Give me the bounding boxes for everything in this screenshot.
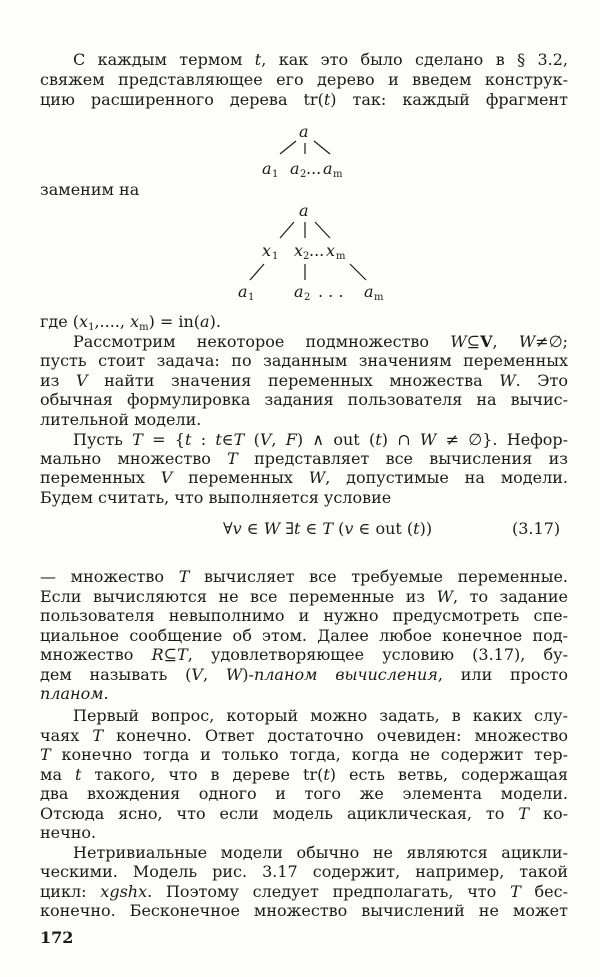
text-line — [40, 468, 568, 488]
tree-fragment-diagram — [0, 118, 600, 180]
text-segment: T — [510, 882, 521, 901]
text-segment: цию расширенного дерева tr( — [40, 90, 324, 109]
text-segment: , — [202, 665, 226, 684]
text-segment: = { — [142, 430, 185, 449]
equation-number: (3.17) — [512, 519, 561, 538]
text-segment: W — [436, 587, 454, 606]
text-segment: — множество — [40, 567, 179, 586]
text-segment: свяжем представляющее его дерево и введем конструк- — [40, 70, 568, 89]
tree2-mid-1: x — [262, 241, 272, 260]
text-segment: такого, что в дереве tr( — [81, 765, 324, 784]
tree1-leaf-1: a — [262, 159, 272, 178]
text-segment: Если вычисляются не все переменные из — [40, 587, 437, 606]
text-segment: циальное сообщение об этом. Далее любое конечное под- — [40, 626, 568, 645]
text-segment: С каждым термом — [73, 50, 255, 69]
text-segment: планом вычисления — [253, 665, 438, 684]
text-segment: ( — [333, 519, 345, 538]
text-line — [40, 862, 568, 882]
text-line — [40, 567, 568, 587]
text-segment: конечно. Ответ достаточно очевиден: множество — [103, 726, 568, 745]
text-segment: ⊆ — [466, 332, 481, 351]
text-segment: множество — [40, 645, 152, 664]
text-segment: ∈ out ( — [353, 519, 414, 538]
tree1-leaf-2: a — [290, 159, 300, 178]
text-segment: ) ∧ out ( — [296, 430, 376, 449]
text-segment: переменных — [40, 468, 161, 487]
text-segment: вычисляет все требуемые переменные. — [189, 567, 569, 586]
svg-text:1: 1 — [272, 251, 279, 262]
text-segment: ∈ — [221, 430, 234, 449]
text-segment: a — [200, 312, 210, 331]
text-segment: v — [232, 519, 242, 538]
text-segment: V — [160, 468, 173, 487]
text-segment: t — [375, 430, 382, 449]
text-segment: , — [271, 430, 286, 449]
text-segment: , удовлетворяющее условию (3.17), бу- — [187, 645, 568, 664]
text-segment: T — [227, 449, 238, 468]
text-segment: ( — [244, 430, 260, 449]
svg-text:2: 2 — [300, 169, 307, 180]
equation-expression — [223, 518, 432, 540]
text-segment: два вхождения одного и того же элемента модели. — [40, 784, 568, 803]
tree1-edge — [280, 141, 296, 154]
text-segment: t — [254, 50, 262, 69]
equation-3-17 — [0, 518, 600, 540]
text-segment: t — [323, 90, 331, 109]
text-segment: заменим на — [40, 180, 140, 199]
text-segment: цикл: — [40, 882, 101, 901]
text-segment: ). — [209, 312, 221, 331]
text-segment: Первый вопрос, который можно задать, в каких слу- — [73, 706, 568, 725]
text-segment: планом — [40, 684, 104, 703]
svg-text:1: 1 — [272, 169, 279, 180]
text-segment: ∀ — [223, 519, 233, 538]
text-line — [73, 843, 568, 863]
text-segment: мально множество — [40, 449, 228, 468]
text-segment: ⊆ — [163, 645, 178, 664]
text-line — [40, 784, 568, 804]
text-segment: t — [293, 519, 301, 538]
text-segment: Рассмотрим некоторое подмножество — [73, 332, 451, 351]
text-segment: , то задание — [453, 587, 568, 606]
text-line — [40, 823, 568, 843]
tree2-leaf-2: a — [294, 282, 304, 301]
text-segment: W — [518, 332, 536, 351]
text-segment: : — [191, 430, 216, 449]
text-line — [40, 371, 568, 391]
text-segment: W — [450, 332, 467, 351]
text-segment: дем называть ( — [40, 665, 192, 684]
text-segment: W — [308, 468, 326, 487]
text-line — [73, 332, 568, 352]
text-segment: T — [518, 804, 530, 823]
text-segment: t — [74, 765, 82, 784]
tree1-leaf-m: a — [323, 159, 333, 178]
text-segment: 1 — [88, 322, 95, 333]
text-segment: T — [92, 726, 104, 745]
text-segment: обычная формулировка задания пользователя на вычис- — [40, 390, 568, 409]
text-line — [40, 390, 568, 410]
text-segment: ,...., — [94, 312, 131, 331]
text-segment: ма — [40, 765, 75, 784]
text-segment: )) — [419, 519, 433, 538]
text-segment: пусть стоит задача: по заданным значениям переменных — [40, 351, 568, 370]
text-segment: ≠∅; — [535, 332, 569, 351]
text-segment: ко- — [529, 804, 569, 823]
text-segment: T — [233, 430, 245, 449]
text-segment: , — [492, 332, 519, 351]
text-segment: W — [419, 430, 437, 449]
text-segment: где ( — [40, 312, 80, 331]
page-number: 172 — [40, 928, 74, 947]
text-segment: V — [191, 665, 203, 684]
text-line — [40, 606, 568, 626]
text-line — [40, 684, 568, 704]
text-segment: Отсюда ясно, что если модель ациклическая, то — [40, 804, 519, 823]
text-segment: t — [215, 430, 222, 449]
text-segment: конечно тогда и только тогда, когда не содержит тер- — [50, 745, 568, 764]
text-segment: x — [130, 312, 140, 331]
text-segment: )- — [242, 665, 254, 684]
text-segment: W — [263, 519, 281, 538]
svg-text:m: m — [374, 292, 384, 302]
svg-text:2: 2 — [303, 251, 310, 262]
text-segment: ческими. Модель рис. 3.17 содержит, например, такой — [40, 862, 568, 881]
text-segment: ) ∩ — [381, 430, 420, 449]
text-line — [40, 804, 568, 824]
text-segment: найти значения переменных множества — [87, 371, 500, 390]
text-segment: V — [480, 332, 493, 351]
svg-text:. . .: . . . — [318, 282, 344, 301]
text-segment: x — [79, 312, 89, 331]
text-segment: xgshx — [100, 882, 148, 901]
text-segment: F — [285, 430, 297, 449]
text-segment: Будем считать, что выполняется условие — [40, 488, 392, 507]
text-segment: V — [259, 430, 272, 449]
text-line — [40, 587, 568, 607]
text-line — [73, 706, 568, 726]
svg-text:m: m — [333, 169, 343, 180]
text-segment: чаях — [40, 726, 93, 745]
text-segment: Пусть — [73, 430, 133, 449]
text-line — [40, 901, 568, 921]
text-line — [40, 665, 568, 685]
text-segment: W — [225, 665, 243, 684]
text-segment: , или просто — [437, 665, 569, 684]
text-segment: . — [103, 684, 109, 703]
text-segment: T — [177, 645, 188, 664]
text-line — [40, 70, 568, 90]
text-segment: пользователя невыполнимо и нужно предусмотреть спе- — [40, 606, 568, 625]
text-line — [40, 351, 568, 371]
text-segment: T — [322, 519, 334, 538]
svg-text:m: m — [336, 251, 346, 262]
text-segment: T — [40, 745, 51, 764]
text-segment: m — [139, 322, 149, 333]
text-segment: T — [132, 430, 143, 449]
text-segment: переменных — [172, 468, 309, 487]
text-segment: T — [178, 567, 190, 586]
text-line — [40, 488, 568, 508]
text-segment: нечно. — [40, 823, 97, 842]
text-line — [40, 90, 568, 110]
tree2-root: a — [299, 201, 309, 220]
svg-text:...: ... — [309, 241, 325, 260]
tree2-mid-2: x — [294, 241, 304, 260]
text-segment: ≠ ∅}. Нефор- — [436, 430, 568, 449]
text-segment: ) есть ветвь, содержащая — [329, 765, 569, 784]
text-segment: ∈ — [300, 519, 323, 538]
text-segment: t — [323, 765, 330, 784]
text-segment: Нетривиальные модели обычно не являются ацикли- — [73, 843, 568, 862]
text-line — [40, 882, 568, 902]
text-segment: v — [344, 519, 354, 538]
text-segment: ∈ — [241, 519, 264, 538]
text-line — [40, 645, 568, 665]
text-segment: лительной модели. — [40, 410, 202, 429]
text-segment: V — [75, 371, 88, 390]
svg-text:...: ... — [306, 159, 322, 178]
text-segment: конечно. Бесконечное множество вычислений не может — [40, 901, 568, 920]
text-segment: ) так: каждый фрагмент — [330, 90, 568, 109]
text-segment: из — [40, 371, 76, 390]
text-segment: бес- — [520, 882, 568, 901]
text-segment: . Поэтому следует предполагать, что — [147, 882, 511, 901]
text-segment: t — [413, 519, 420, 538]
text-segment: , как это было сделано в § 3.2, — [261, 50, 569, 69]
text-line — [40, 410, 568, 430]
text-line — [40, 726, 568, 746]
text-segment: , допустимые на модели. — [325, 468, 569, 487]
text-line — [40, 312, 568, 332]
text-segment: R — [151, 645, 164, 664]
svg-text:1: 1 — [248, 292, 255, 302]
text-line — [40, 745, 568, 765]
tree1-edge — [314, 141, 330, 154]
text-segment: W — [499, 371, 516, 390]
text-line — [40, 626, 568, 646]
text-line — [73, 50, 568, 70]
text-segment: представляет все вычисления из — [237, 449, 568, 468]
text-segment: t — [184, 430, 192, 449]
text-line — [73, 430, 568, 450]
text-line — [40, 180, 568, 200]
text-segment: ∃ — [280, 519, 294, 538]
text-segment: ) = in( — [148, 312, 201, 331]
tree2-mid-m: x — [326, 241, 336, 260]
tree1-root: a — [299, 122, 309, 141]
text-segment: . Это — [515, 371, 569, 390]
tree2-leaf-m: a — [364, 282, 374, 301]
text-line — [40, 449, 568, 469]
tree2-leaf-1: a — [238, 282, 248, 301]
svg-text:2: 2 — [304, 292, 311, 302]
text-line — [40, 765, 568, 785]
extended-tree-diagram — [0, 198, 600, 302]
